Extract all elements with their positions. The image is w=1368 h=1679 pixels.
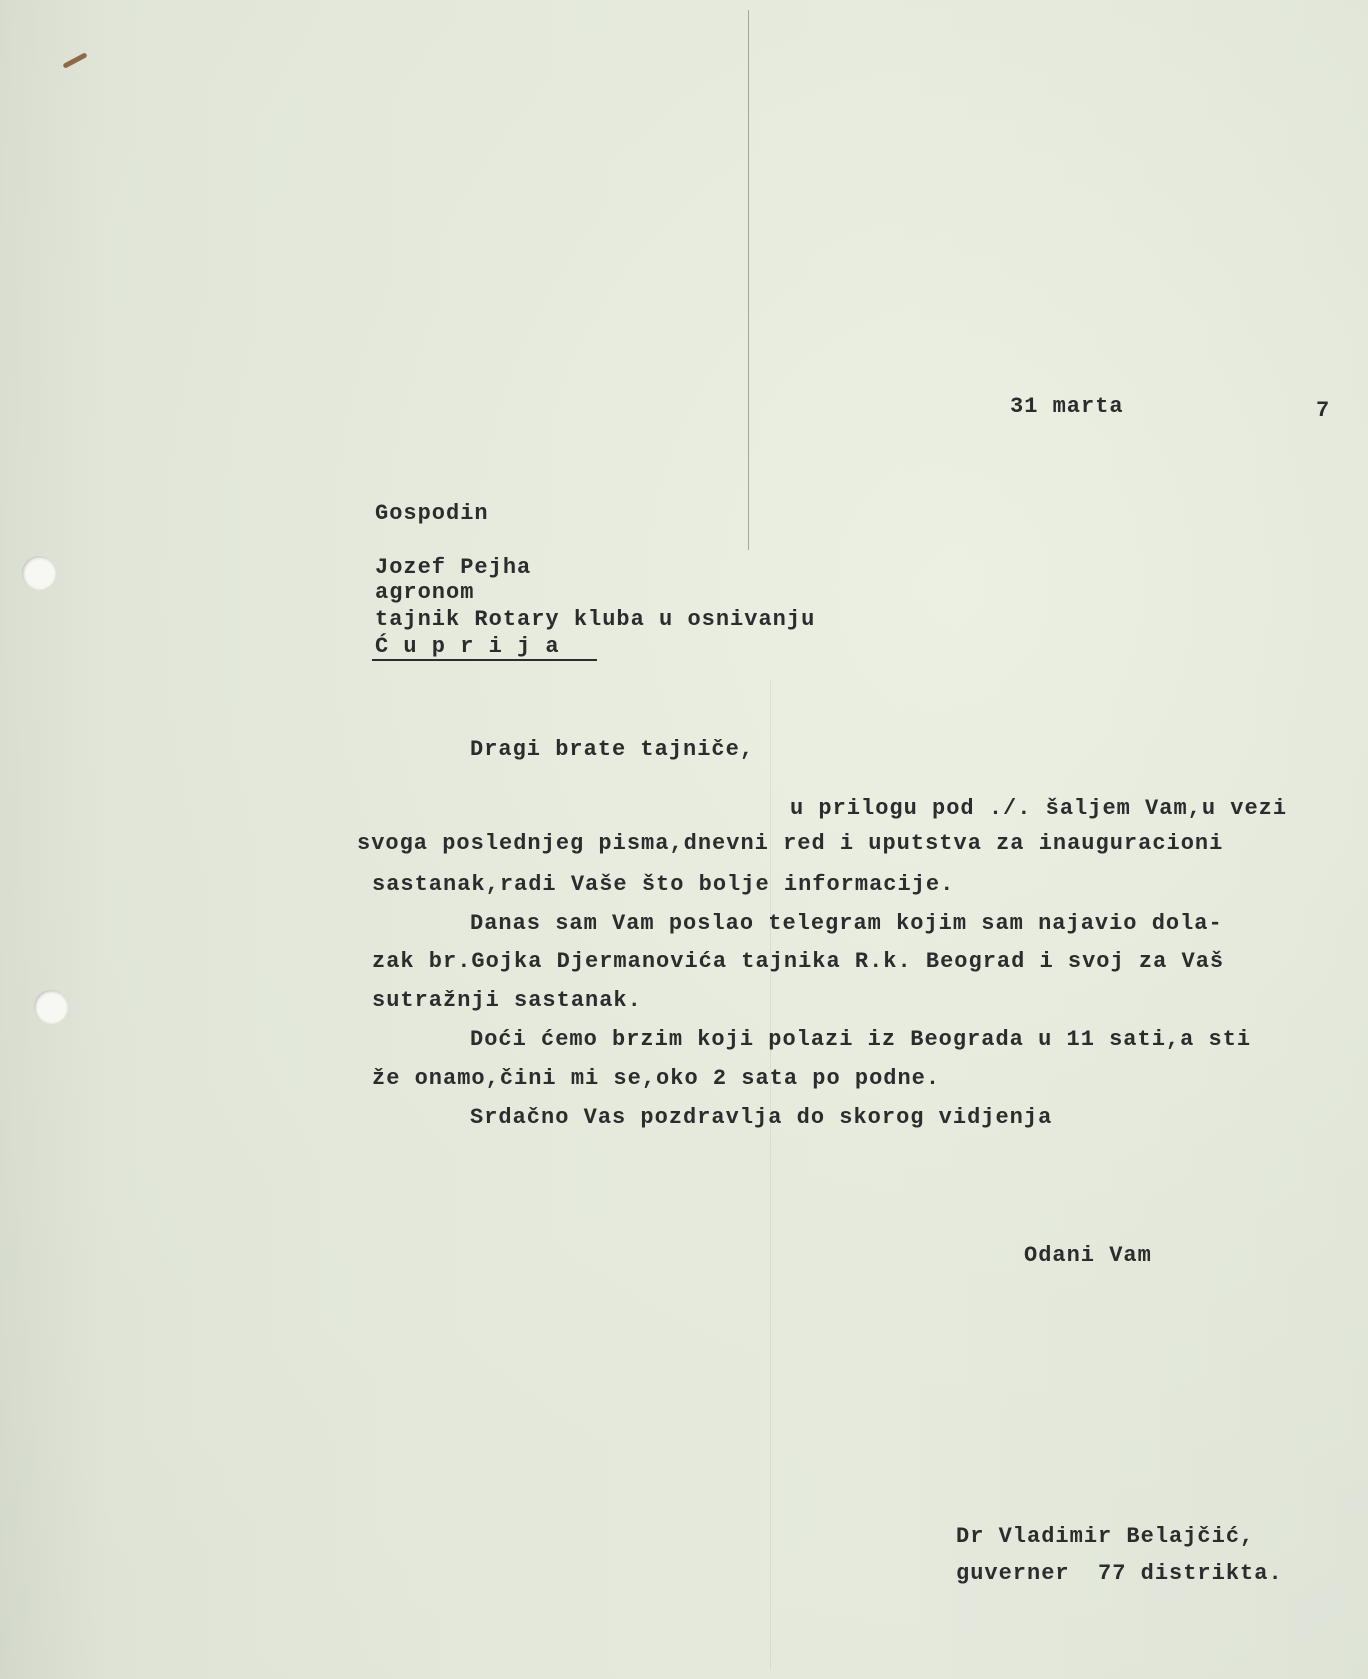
recipient-profession: agronom [375, 580, 475, 605]
fold-crease [748, 10, 749, 550]
closing: Odani Vam [1024, 1243, 1152, 1268]
greeting: Dragi brate tajniče, [470, 737, 755, 762]
body-line-9: Srdačno Vas pozdravlja do skorog vidjenja [470, 1105, 1053, 1130]
signature-name: Dr Vladimir Belajčić, [956, 1524, 1255, 1549]
body-line-4: Danas sam Vam poslao telegram kojim sam najavio dola- [470, 911, 1223, 936]
signature-title: guverner 77 distrikta. [956, 1561, 1283, 1586]
city-underline [372, 659, 597, 661]
recipient-name: Jozef Pejha [375, 555, 532, 580]
body-line-7: Doći ćemo brzim koji polazi iz Beograda u 11 sati,a sti [470, 1027, 1252, 1052]
body-line-5: zak br.Gojka Djermanovića tajnika R.k. Beograd i svoj za Vaš [372, 949, 1225, 974]
salutation-title: Gospodin [375, 501, 489, 526]
fold-crease-lower [770, 680, 771, 1670]
page-number: 7 [1316, 398, 1331, 423]
letter-date: 31 marta [1010, 394, 1124, 419]
body-line-6: sutražnji sastanak. [372, 988, 642, 1013]
recipient-position: tajnik Rotary kluba u osnivanju [375, 607, 816, 632]
body-line-3: sastanak,radi Vaše što bolje informacije. [372, 872, 955, 897]
recipient-city: Ć u p r i j a [375, 634, 560, 659]
rust-mark [62, 52, 87, 69]
punch-hole-top [22, 556, 56, 590]
body-line-1: u prilogu pod ./. šaljem Vam,u vezi [790, 796, 1288, 821]
punch-hole-bottom [34, 990, 68, 1024]
body-line-2: svoga poslednjeg pisma,dnevni red i uputstva za inauguracioni [357, 831, 1224, 856]
body-line-8: že onamo,čini mi se,oko 2 sata po podne. [372, 1066, 941, 1091]
